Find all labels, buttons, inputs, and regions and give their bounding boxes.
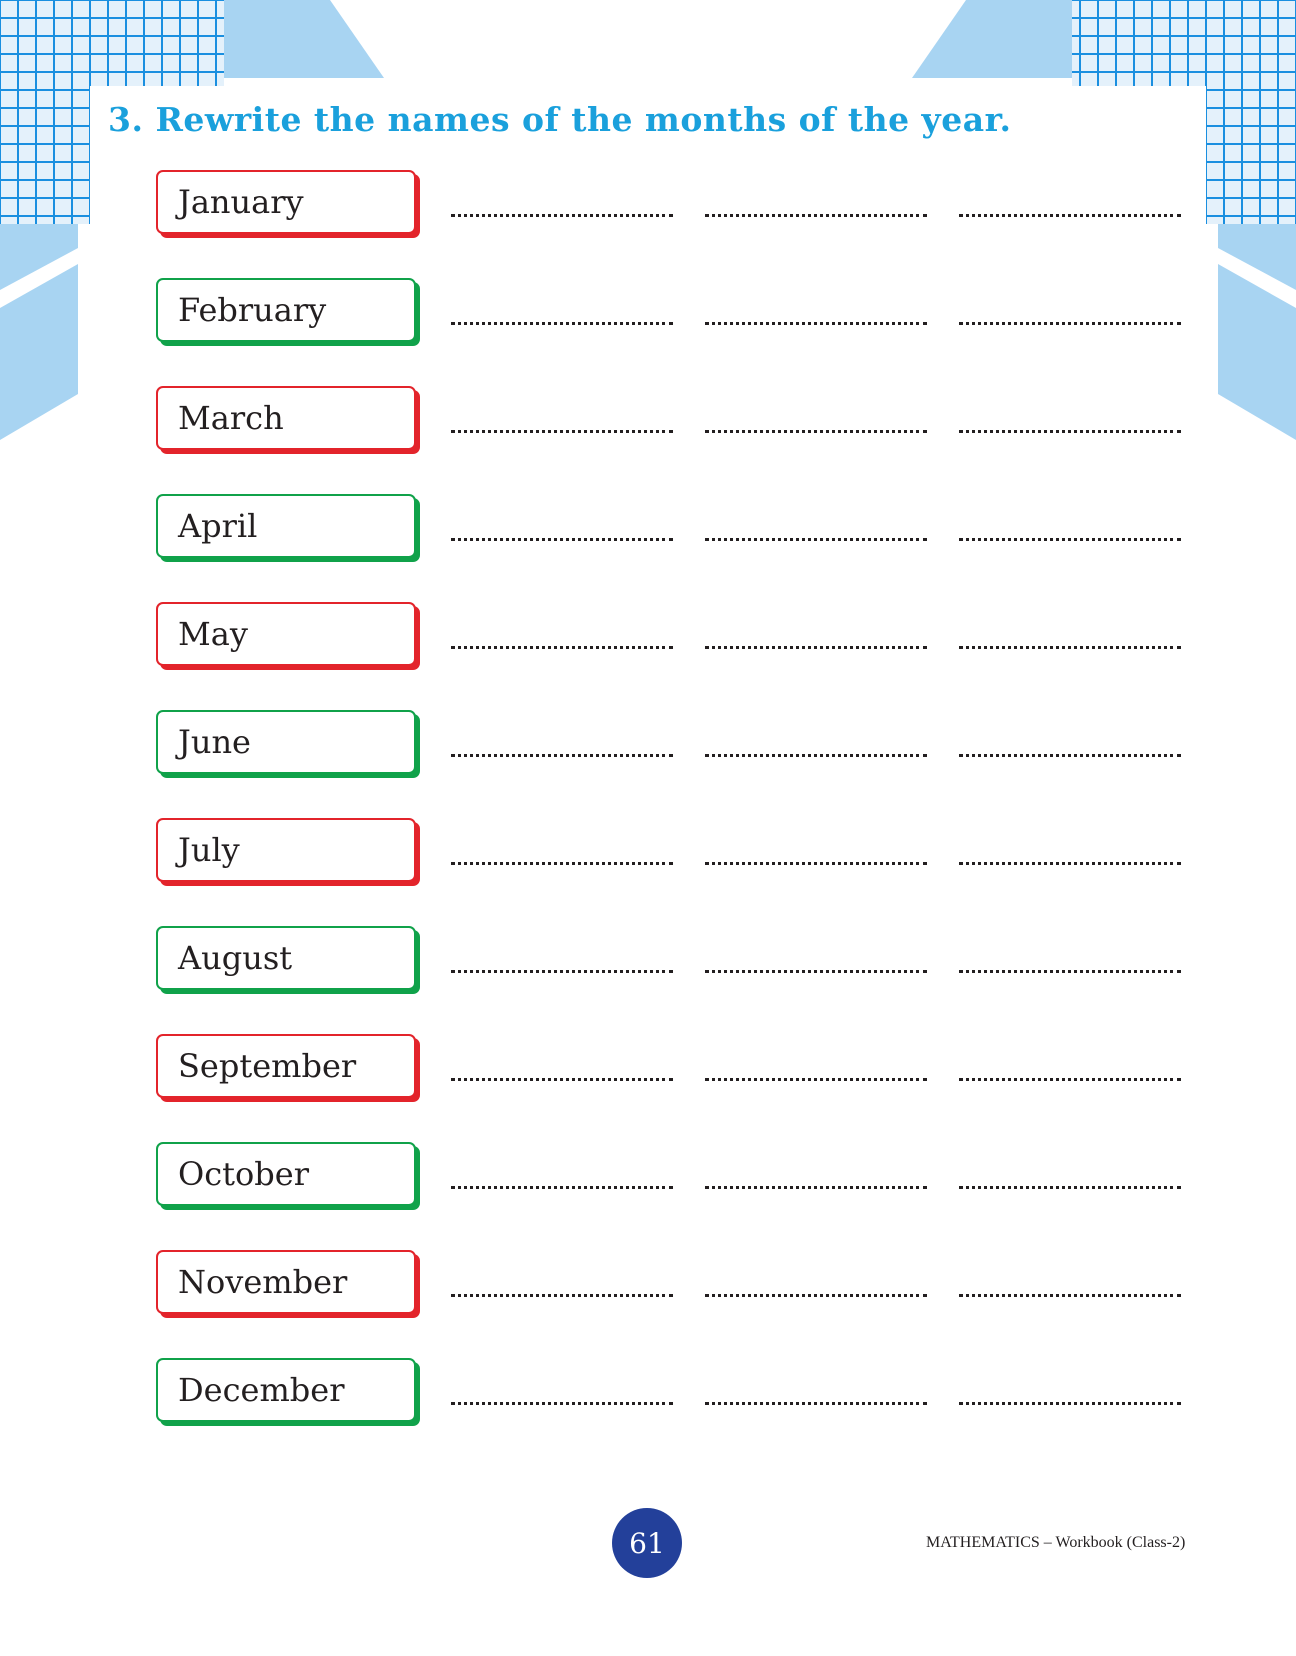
writing-line[interactable] <box>451 322 673 325</box>
month-label-box: October <box>156 1142 416 1206</box>
instruction-text: Rewrite the names of the months of the year. <box>155 100 1012 139</box>
book-title-footer: MATHEMATICS – Workbook (Class-2) <box>926 1534 1186 1551</box>
month-row <box>0 494 1296 566</box>
writing-line[interactable] <box>959 1402 1181 1405</box>
month-label-box: July <box>156 818 416 882</box>
writing-line[interactable] <box>451 430 673 433</box>
writing-line[interactable] <box>959 1078 1181 1081</box>
month-label-box: June <box>156 710 416 774</box>
writing-line[interactable] <box>705 862 927 865</box>
writing-line[interactable] <box>705 430 927 433</box>
writing-line[interactable] <box>959 970 1181 973</box>
exercise-instruction <box>108 100 1011 139</box>
writing-line[interactable] <box>959 646 1181 649</box>
month-label-box: March <box>156 386 416 450</box>
month-label-box: February <box>156 278 416 342</box>
writing-line[interactable] <box>959 1294 1181 1297</box>
writing-line[interactable] <box>451 1294 673 1297</box>
month-label-box: September <box>156 1034 416 1098</box>
writing-line[interactable] <box>451 1078 673 1081</box>
writing-line[interactable] <box>705 214 927 217</box>
writing-line[interactable] <box>705 1078 927 1081</box>
writing-line[interactable] <box>705 1186 927 1189</box>
month-row <box>0 818 1296 890</box>
month-label-box: August <box>156 926 416 990</box>
writing-line[interactable] <box>451 646 673 649</box>
writing-line[interactable] <box>705 322 927 325</box>
writing-line[interactable] <box>705 1402 927 1405</box>
writing-line[interactable] <box>451 538 673 541</box>
writing-line[interactable] <box>705 970 927 973</box>
month-row <box>0 710 1296 782</box>
question-number: 3. <box>108 100 144 139</box>
writing-line[interactable] <box>959 322 1181 325</box>
month-row <box>0 1034 1296 1106</box>
writing-line[interactable] <box>705 538 927 541</box>
writing-line[interactable] <box>959 538 1181 541</box>
month-row <box>0 278 1296 350</box>
writing-line[interactable] <box>959 214 1181 217</box>
writing-line[interactable] <box>451 754 673 757</box>
month-row <box>0 1358 1296 1430</box>
writing-line[interactable] <box>705 646 927 649</box>
month-row <box>0 1250 1296 1322</box>
month-row <box>0 1142 1296 1214</box>
writing-line[interactable] <box>451 214 673 217</box>
month-row <box>0 170 1296 242</box>
writing-line[interactable] <box>451 1186 673 1189</box>
month-label-box: January <box>156 170 416 234</box>
writing-line[interactable] <box>451 970 673 973</box>
month-row <box>0 386 1296 458</box>
month-label-box: November <box>156 1250 416 1314</box>
writing-line[interactable] <box>959 1186 1181 1189</box>
month-label-box: December <box>156 1358 416 1422</box>
month-row <box>0 602 1296 674</box>
writing-line[interactable] <box>451 862 673 865</box>
writing-line[interactable] <box>705 754 927 757</box>
page-number-badge: 61 <box>612 1508 682 1578</box>
month-label-box: May <box>156 602 416 666</box>
writing-line[interactable] <box>451 1402 673 1405</box>
writing-line[interactable] <box>959 862 1181 865</box>
month-label-box: April <box>156 494 416 558</box>
writing-line[interactable] <box>705 1294 927 1297</box>
writing-line[interactable] <box>959 430 1181 433</box>
writing-line[interactable] <box>959 754 1181 757</box>
month-row <box>0 926 1296 998</box>
